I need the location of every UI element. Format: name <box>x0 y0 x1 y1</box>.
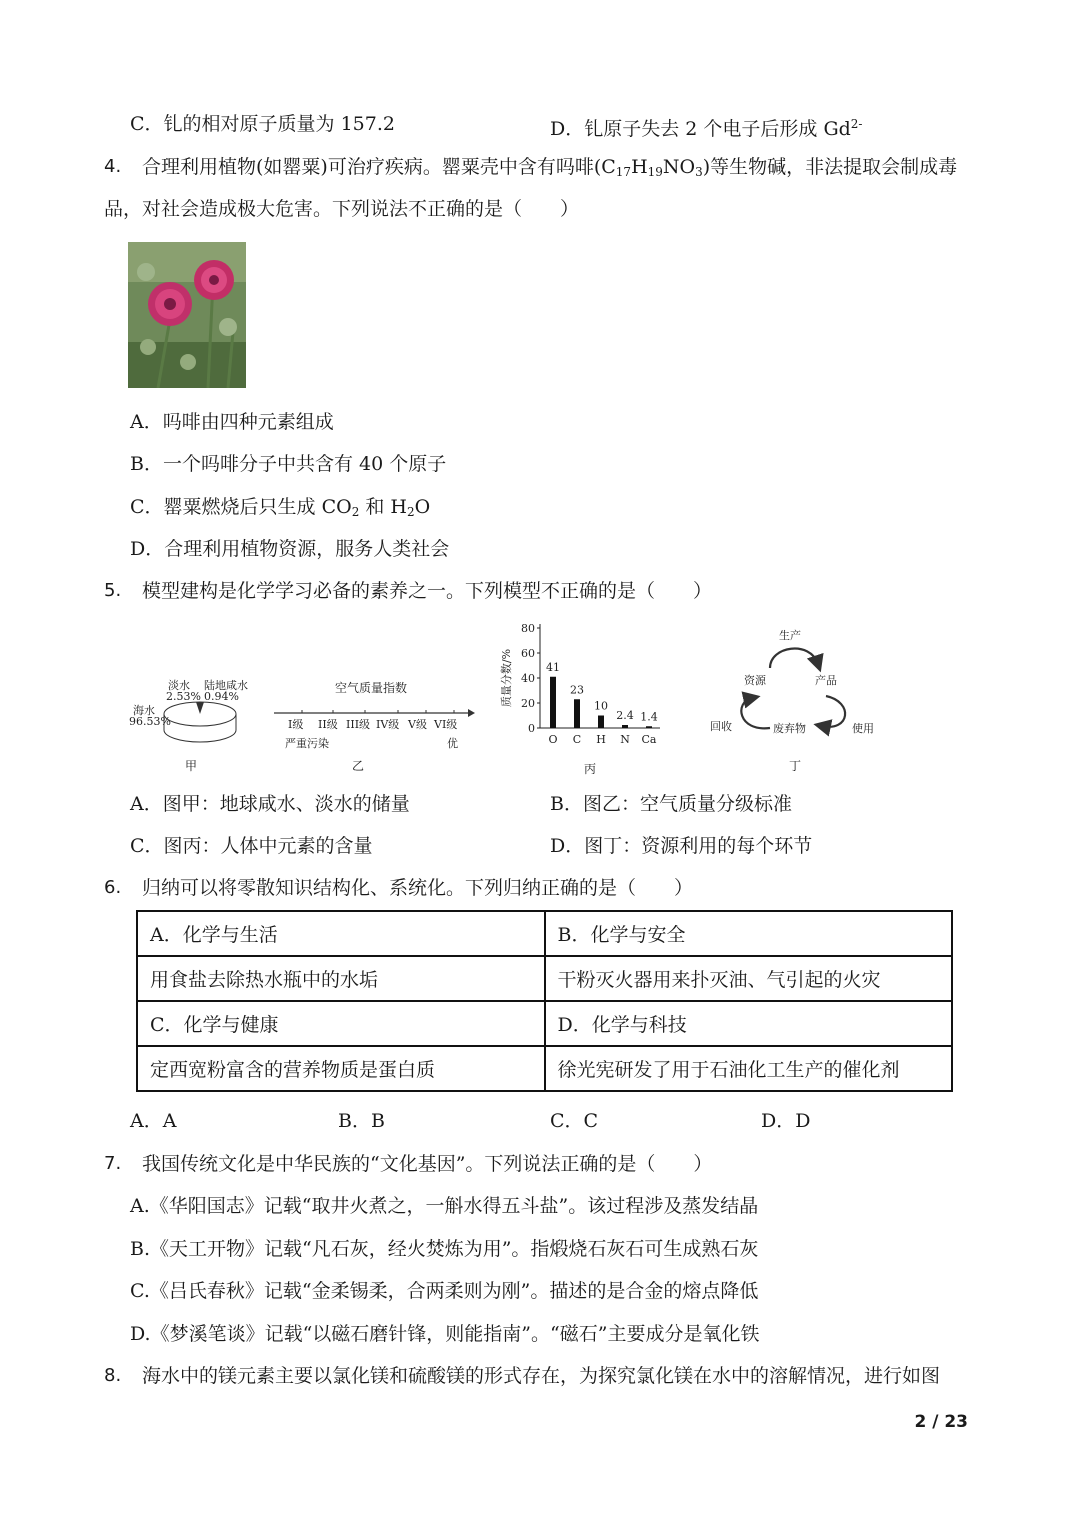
q4-number: 4. <box>104 156 122 177</box>
bar <box>550 677 556 728</box>
table-row <box>137 1046 952 1091</box>
q4-sub: 19 <box>647 165 663 179</box>
x-tick-label: C <box>572 733 582 746</box>
q5-option-a: A．图甲：地球咸水、淡水的储量 <box>130 793 410 815</box>
q6-option-c: C．C <box>550 1110 599 1132</box>
aqi-level: I级 <box>288 718 304 731</box>
table-cell: C．化学与健康 <box>137 1001 545 1046</box>
fresh-pct: 2.53% <box>166 690 201 703</box>
q4-stem-text: )等生物碱，非法提取会制成毒 <box>702 156 958 178</box>
aqi-level: V级 <box>408 718 427 731</box>
q5-option-d: D．图丁：资源利用的每个环节 <box>550 835 813 857</box>
q3-option-c: C．钆的相对原子质量为 157.2 <box>130 113 395 135</box>
q3-option-d <box>550 111 863 142</box>
q4-no: NO <box>662 156 696 178</box>
q4-option-c-text: C．罂粟燃烧后只生成 CO <box>130 496 352 518</box>
seawater-pct: 96.53% <box>129 715 171 728</box>
q8-number: 8. <box>104 1365 122 1386</box>
q4-option-c <box>130 494 430 525</box>
q5-stem: 模型建构是化学学习必备的素养之一。下列模型不正确的是（ ） <box>142 580 713 602</box>
cycle-use: 使用 <box>852 722 874 735</box>
q4-stem-text: 合理利用植物(如罂粟)可治疗疾病。罂粟壳中含有吗啡(C <box>142 156 616 178</box>
q4-stem-line1 <box>142 154 957 185</box>
aqi-level: III级 <box>346 718 371 731</box>
y-tick-label: 0 <box>528 722 535 735</box>
aqi-level: VI级 <box>434 718 458 731</box>
cycle-waste: 废弃物 <box>773 722 806 735</box>
pie-disc-icon <box>160 700 240 748</box>
y-tick-label: 60 <box>521 647 535 660</box>
q7-option-b: B.《天工开物》记载“凡石灰，经火焚炼为用”。指煅烧石灰石可生成熟石灰 <box>130 1238 759 1260</box>
q6-number: 6. <box>104 877 122 898</box>
q6-option-d: D．D <box>761 1110 811 1132</box>
q4-option-c-text: O <box>414 496 431 518</box>
q8-stem: 海水中的镁元素主要以氯化镁和硫酸镁的形式存在，为探究氯化镁在水中的溶解情况，进行如图 <box>142 1365 941 1387</box>
cycle-resource: 资源 <box>744 674 766 687</box>
bar <box>622 725 628 728</box>
figure-jia-label: 甲 <box>185 759 198 773</box>
figure-bing-label: 丙 <box>583 762 597 776</box>
bar <box>574 699 580 728</box>
land-pct: 0.94% <box>204 690 239 703</box>
q6-stem: 归纳可以将零散知识结构化、系统化。下列归纳正确的是（ ） <box>142 877 694 899</box>
table-cell: D．化学与科技 <box>545 1001 953 1046</box>
q6-table <box>136 910 953 1092</box>
x-tick-label: O <box>548 733 558 746</box>
q7-option-c: C.《吕氏春秋》记载“金柔锡柔，合两柔则为刚”。描述的是合金的熔点降低 <box>130 1280 759 1302</box>
q7-number: 7. <box>104 1153 122 1174</box>
q6-option-b: B．B <box>338 1110 385 1132</box>
cycle-recycle: 回收 <box>710 720 732 733</box>
x-tick-label: N <box>620 733 630 746</box>
q4-option-a: A．吗啡由四种元素组成 <box>130 411 334 433</box>
bar <box>598 716 604 729</box>
bar-value-label: 1.4 <box>640 710 658 724</box>
q7-option-d: D.《梦溪笔谈》记载“以磁石磨针锋，则能指南”。“磁石”主要成分是氧化铁 <box>130 1323 760 1345</box>
bar-value-label: 41 <box>546 660 560 674</box>
x-tick-label: Ca <box>641 733 657 746</box>
table-row <box>137 956 952 1001</box>
q4-sub: 2 <box>351 505 360 519</box>
q7-option-a: A.《华阳国志》记载“取井火煮之，一斛水得五斗盐”。该过程涉及蒸发结晶 <box>130 1195 759 1217</box>
table-row <box>137 1001 952 1046</box>
q5-number: 5. <box>104 580 122 601</box>
land-label: 陆地咸水 <box>204 679 248 692</box>
q3-option-d-text: D．钆原子失去 2 个电子后形成 Gd <box>550 118 851 140</box>
q4-option-d: D．合理利用植物资源，服务人类社会 <box>130 538 450 560</box>
cycle-produce: 生产 <box>779 629 801 642</box>
y-tick-label: 40 <box>521 672 535 685</box>
q4-sub: 3 <box>695 165 703 179</box>
q4-option-c-text: 和 H <box>359 496 407 518</box>
table-cell: A．化学与生活 <box>137 911 545 956</box>
q7-stem: 我国传统文化是中华民族的“文化基因”。下列说法正确的是（ ） <box>142 1153 713 1175</box>
q4-sub: 17 <box>615 165 632 179</box>
q5-option-c: C．图丙：人体中元素的含量 <box>130 835 373 857</box>
bar-value-label: 10 <box>594 699 608 713</box>
x-tick-label: H <box>596 733 606 746</box>
table-cell: 定西宽粉富含的营养物质是蛋白质 <box>137 1046 545 1091</box>
aqi-right-label: 优 <box>447 737 458 750</box>
q4-stem-line2: 品，对社会造成极大危害。下列说法不正确的是（ ） <box>104 198 580 220</box>
figure-bing-chart <box>490 618 670 778</box>
bar <box>646 726 652 728</box>
aqi-left-label: 严重污染 <box>285 737 329 750</box>
fresh-label: 淡水 <box>168 679 190 692</box>
table-cell: 用食盐去除热水瓶中的水垢 <box>137 956 545 1001</box>
q5-option-b: B．图乙：空气质量分级标准 <box>550 793 792 815</box>
y-axis-label: 质量分数/% <box>500 648 513 708</box>
table-cell: 干粉灭火器用来扑灭油、气引起的火灾 <box>545 956 953 1001</box>
seawater-label: 海水 <box>133 704 155 717</box>
table-cell: B．化学与安全 <box>545 911 953 956</box>
aqi-level: II级 <box>318 718 338 731</box>
q3-option-d-charge: 2- <box>850 117 863 131</box>
poppy-photo <box>128 242 246 388</box>
aqi-level: IV级 <box>376 718 400 731</box>
table-cell: 徐光宪研发了用于石油化工生产的催化剂 <box>545 1046 953 1091</box>
bar-value-label: 2.4 <box>616 709 634 722</box>
bar-value-label: 23 <box>570 683 584 697</box>
aqi-title: 空气质量指数 <box>335 681 408 695</box>
figure-yi-label: 乙 <box>352 759 365 773</box>
q6-option-a: A．A <box>130 1110 177 1132</box>
y-tick-label: 20 <box>521 697 535 710</box>
q4-sub: 2 <box>407 505 415 519</box>
q4-option-b: B．一个吗啡分子中共含有 40 个原子 <box>130 453 447 475</box>
y-tick-label: 80 <box>521 622 535 635</box>
q4-h: H <box>631 156 648 178</box>
figure-ding-label: 丁 <box>789 759 802 773</box>
page-number: 2 / 23 <box>914 1412 968 1432</box>
cycle-product: 产品 <box>815 674 837 687</box>
table-row <box>137 911 952 956</box>
